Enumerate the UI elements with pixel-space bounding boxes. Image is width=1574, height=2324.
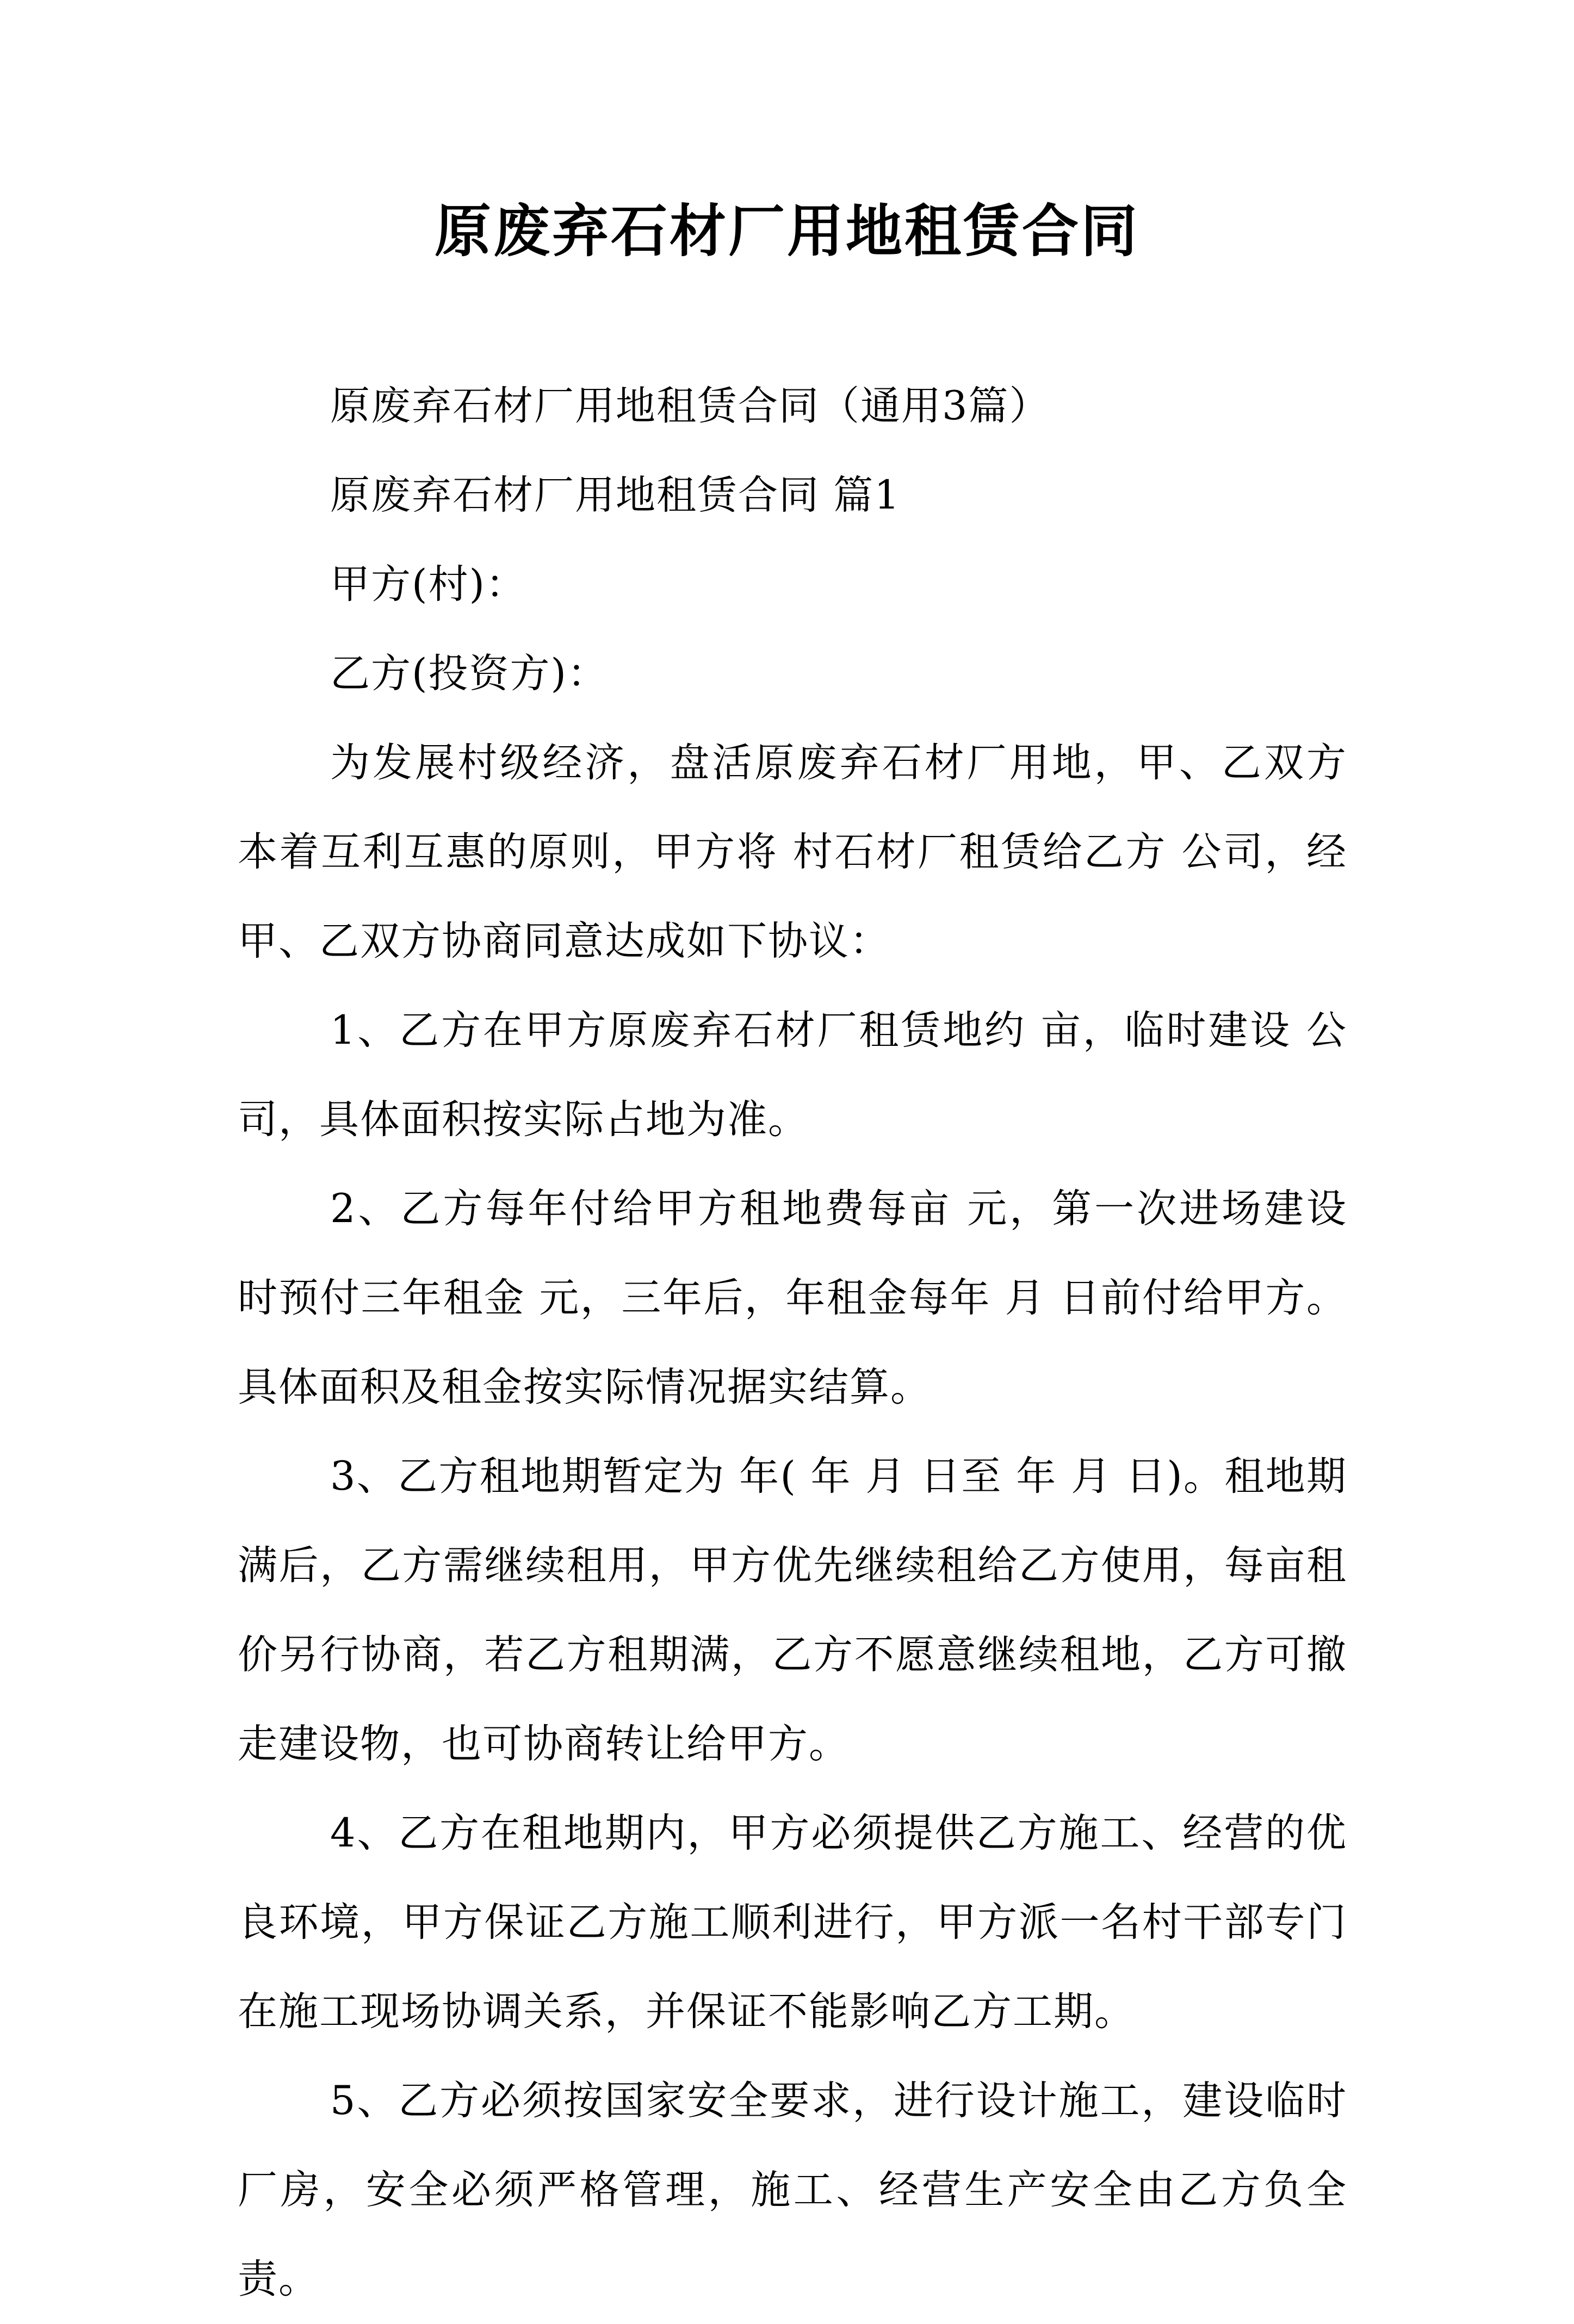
party-a-line: 甲方(村)： [330,561,526,608]
clause-2: 2、乙方每年付给甲方租地费每亩 元，第一次进场建设时预付三年租金 元，三年后，年租金每年 月 日前付给甲方。具体面积及租金按实际情况据实结算。 [238,1186,1347,1410]
document-title: 原废弃石材厂用地租赁合同 [434,198,1139,264]
section-heading: 原废弃石材厂用地租赁合同 篇1 [330,472,901,518]
party-b-line: 乙方(投资方)： [330,650,608,697]
clause-3: 3、乙方租地期暂定为 年( 年 月 日至 年 月 日)。租地期满后，乙方需继续租用，甲方优先继续租给乙方使用，每亩租价另行协商，若乙方租期满，乙方不愿意继续租地，乙方可撤走建设物，也可协商转让给甲方。 [238,1453,1347,1767]
clause-5: 5、乙方必须按国家安全要求，进行设计施工，建设临时厂房，安全必须严格管理，施工、经营生产安全由乙方负全责。 [238,2078,1347,2302]
subtitle-paragraph: 原废弃石材厂用地租赁合同（通用3篇） [330,383,1050,429]
preamble-paragraph: 为发展村级经济，盘活原废弃石材厂用地，甲、乙双方本着互利互惠的原则，甲方将 村石材厂租赁给乙方 公司，经甲、乙双方协商同意达成如下协议： [238,740,1347,964]
clause-1: 1、乙方在甲方原废弃石材厂租赁地约 亩，临时建设 公司，具体面积按实际占地为准。 [238,1007,1347,1143]
document-body [238,362,1347,2324]
clause-4: 4、乙方在租地期内，甲方必须提供乙方施工、经营的优良环境，甲方保证乙方施工顺利进行，甲方派一名村干部专门在施工现场协调关系，并保证不能影响乙方工期。 [238,1810,1347,2035]
